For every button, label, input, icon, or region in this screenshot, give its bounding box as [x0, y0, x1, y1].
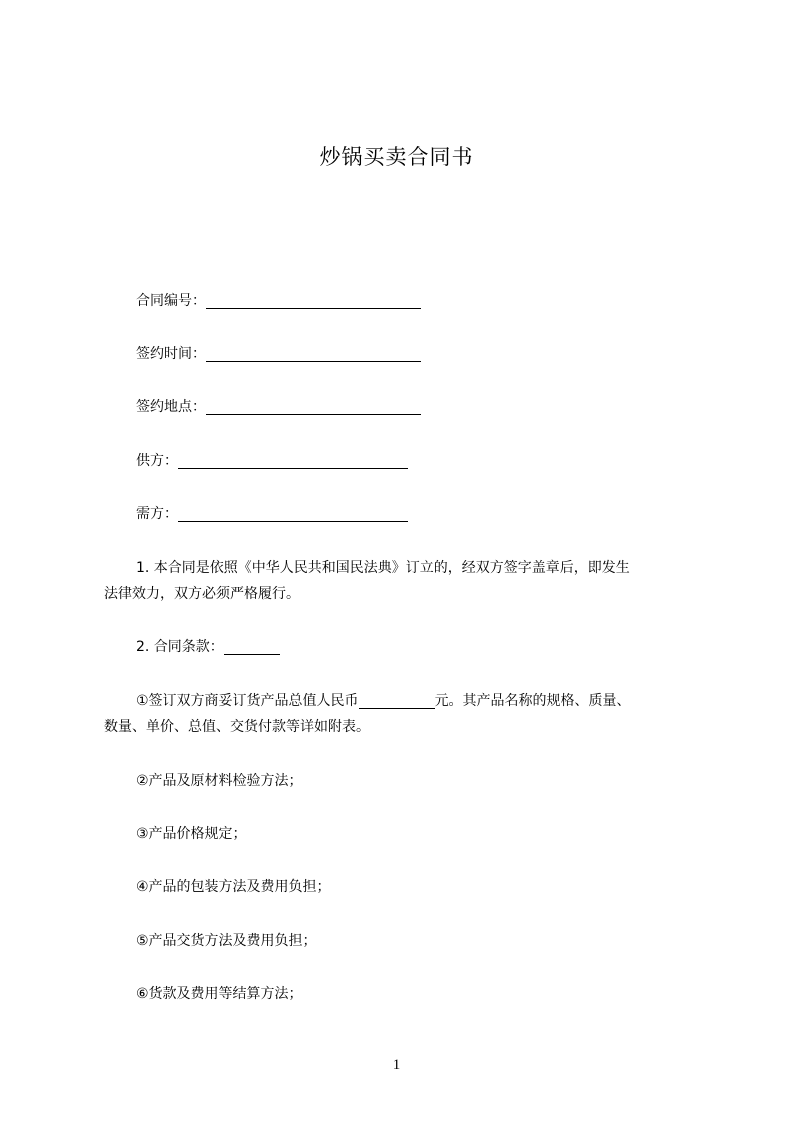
signing-place-field: [104, 393, 736, 421]
contract-number-field: [104, 287, 736, 315]
item-3: ③产品价格规定；: [136, 826, 247, 842]
item-2: ②产品及原材料检验方法；: [136, 773, 303, 789]
contract-number-label: 合同编号：: [136, 293, 206, 309]
document-title: 炒锅买卖合同书: [319, 145, 474, 169]
clause-2-label: 2. 合同条款：: [136, 639, 224, 655]
clause-1-line-1: 1. 本合同是依照《中华人民共和国民法典》订立的，经双方签字盖章后，即发生: [136, 560, 630, 576]
page-number: 1: [392, 1057, 401, 1073]
signing-time-label: 签约时间：: [136, 346, 206, 362]
supplier-blank: [178, 451, 408, 469]
item-1-suffix: 元。其产品名称的规格、质量、: [434, 693, 631, 709]
signing-time-blank: [206, 344, 421, 362]
buyer-label: 需方：: [136, 506, 178, 522]
item-1-prefix: ①签订双方商妥订货产品总值人民币: [136, 693, 359, 709]
signing-time-field: [104, 340, 736, 368]
supplier-label: 供方：: [136, 453, 178, 469]
clause-2: [104, 633, 736, 661]
clause-2-blank: [224, 637, 280, 655]
signing-place-blank: [206, 397, 421, 415]
item-6: ⑥货款及费用等结算方法；: [136, 986, 303, 1002]
item-1-line-1: [104, 687, 736, 715]
signing-place-label: 签约地点：: [136, 399, 206, 415]
buyer-field: [104, 500, 736, 528]
supplier-field: [104, 447, 736, 475]
buyer-blank: [178, 504, 408, 522]
clause-1-line-2: 法律效力，双方必须严格履行。: [104, 586, 300, 602]
item-1-amount-blank: [359, 691, 435, 709]
item-5: ⑤产品交货方法及费用负担；: [136, 933, 317, 949]
item-1-line-2: 数量、单价、总值、交货付款等详如附表。: [104, 719, 370, 735]
contract-number-blank: [206, 291, 421, 309]
item-4: ④产品的包装方法及费用负担；: [136, 879, 331, 895]
